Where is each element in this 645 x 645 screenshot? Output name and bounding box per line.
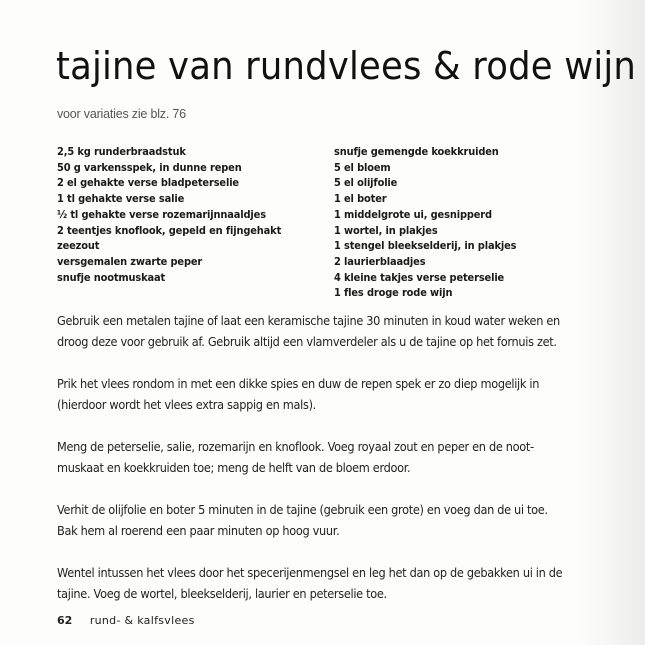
- ingredient-item: ½ tl gehakte verse rozemarijnnaaldjes: [57, 208, 266, 221]
- text-line: Wentel intussen het vlees door het specerijenmengsel en leg het dan op de gebakken ui in de: [57, 565, 563, 580]
- text-line: Prik het vlees rondom in met een dikke spies en duw de repen spek er zo diep mogelijk in: [57, 376, 540, 391]
- ingredient-item: 2 laurierblaadjes: [334, 255, 426, 268]
- text-line: droog deze voor gebruik af. Gebruik altijd een vlamverdeler als u de tajine op het fornuis zet.: [57, 334, 557, 349]
- instruction-paragraph: [57, 310, 561, 352]
- ingredient-item: snufje nootmuskaat: [57, 271, 166, 284]
- text-line: Bak hem al roerend een paar minuten op hoog vuur.: [57, 523, 340, 538]
- text-line: Gebruik een metalen tajine of laat een keramische tajine 30 minuten in koud water weken en: [57, 313, 560, 328]
- ingredient-item: 2 el gehakte verse bladpeterselie: [57, 177, 239, 190]
- page-number: 62: [57, 614, 73, 627]
- ingredient-item: 1 fles droge rode wijn: [334, 287, 453, 300]
- ingredient-item: 1 stengel bleekselderij, in plakjes: [334, 240, 517, 253]
- instruction-paragraph: [57, 436, 561, 478]
- ingredient-item: 2 teentjes knoflook, gepeld en fijngehakt: [57, 224, 282, 237]
- ingredient-item: 1 wortel, in plakjes: [334, 224, 438, 237]
- page-footer: [57, 614, 195, 627]
- recipe-instructions: [57, 310, 617, 625]
- recipe-title: tajine van rundvlees & rode wijn: [56, 44, 637, 89]
- ingredient-item: versgemalen zwarte peper: [57, 255, 203, 268]
- text-line: (hierdoor wordt het vlees extra sappig en mals).: [57, 397, 316, 412]
- text-line: muskaat en koekkruiden toe; meng de helft van de bloem erdoor.: [57, 460, 411, 475]
- ingredient-item: 4 kleine takjes verse peterselie: [334, 271, 505, 284]
- instruction-paragraph: [57, 373, 561, 415]
- variations-reference: voor variaties zie blz. 76: [57, 107, 186, 121]
- section-name: rund- & kalfsvlees: [89, 614, 195, 627]
- ingredient-item: 1 el boter: [334, 193, 387, 206]
- ingredient-item: snufje gemengde koekkruiden: [334, 146, 499, 158]
- instruction-paragraph: [57, 499, 561, 541]
- ingredient-item: 5 el bloem: [334, 161, 391, 174]
- ingredients-column-left: [57, 145, 298, 286]
- text-line: tajine. Voeg de wortel, bleekselderij, laurier en peterselie toe.: [57, 586, 387, 601]
- ingredient-item: 5 el olijfolie: [334, 177, 398, 190]
- ingredients-column-right: [334, 145, 530, 302]
- ingredient-item: 1 tl gehakte verse salie: [57, 193, 185, 206]
- text-line: Meng de peterselie, salie, rozemarijn en knoflook. Voeg royaal zout en peper en de noot-: [57, 439, 534, 454]
- ingredient-item: 1 middelgrote ui, gesnipperd: [334, 208, 492, 221]
- ingredient-item: 50 g varkensspek, in dunne repen: [57, 161, 242, 174]
- instruction-paragraph: [57, 562, 561, 604]
- ingredient-item: 2,5 kg runderbraadstuk: [57, 146, 186, 158]
- text-line: Verhit de olijfolie en boter 5 minuten in de tajine (gebruik een grote) en voeg dan de ui toe.: [57, 502, 548, 517]
- ingredient-item: zeezout: [57, 240, 100, 253]
